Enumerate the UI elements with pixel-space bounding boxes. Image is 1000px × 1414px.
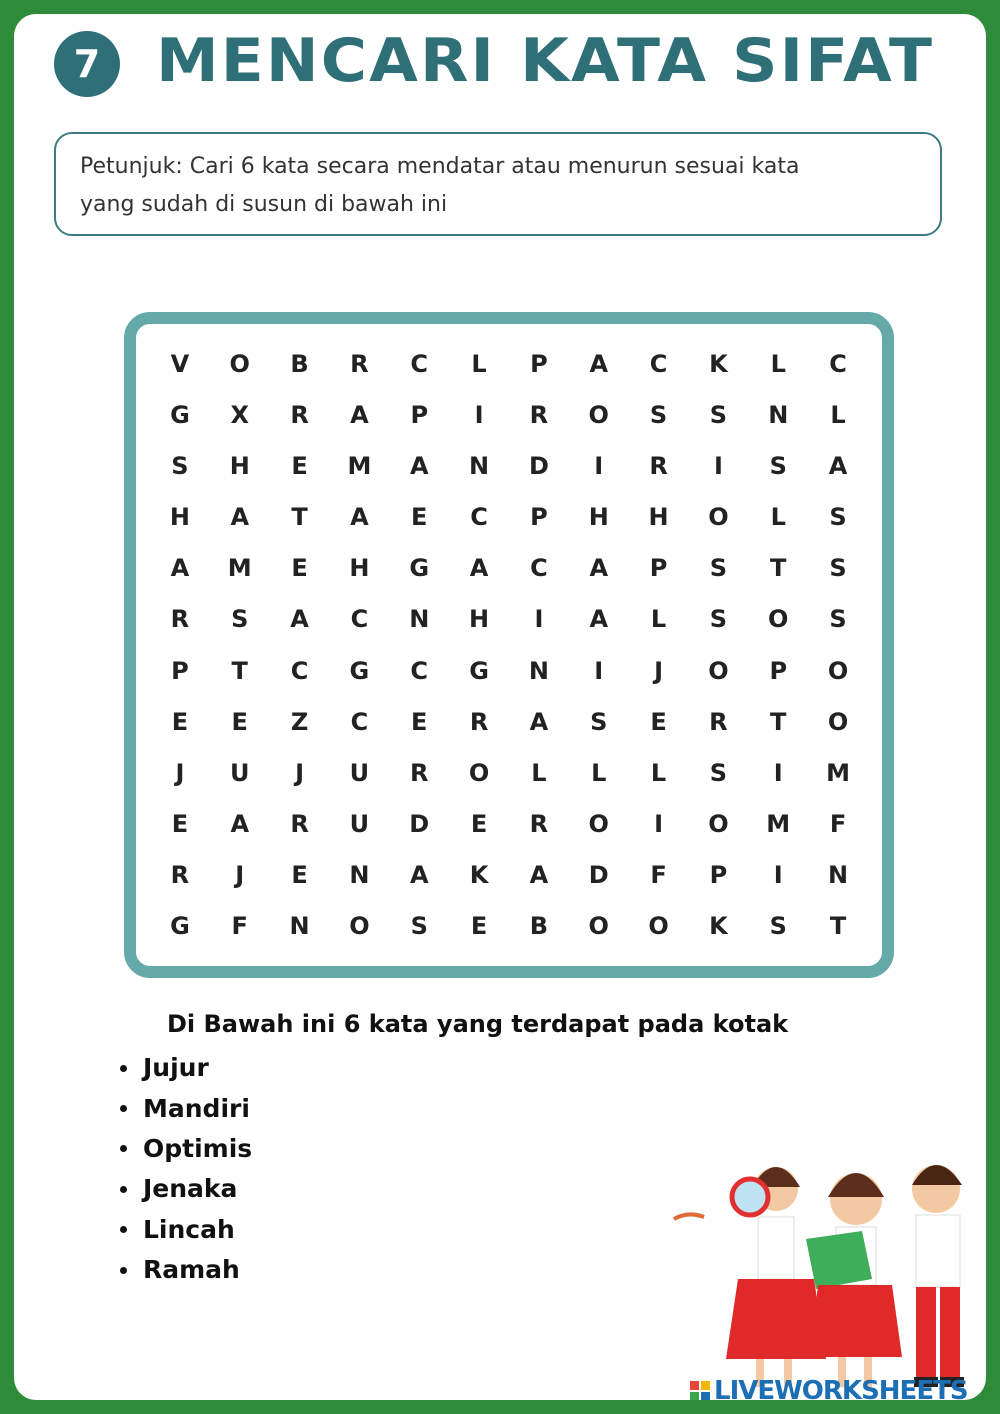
grid-letter[interactable]: D — [409, 810, 430, 839]
grid-letter[interactable]: P — [171, 656, 189, 685]
grid-letter[interactable]: P — [530, 349, 548, 378]
grid-letter[interactable]: A — [350, 503, 369, 532]
grid-letter[interactable]: S — [769, 451, 787, 480]
bullet-icon — [120, 1145, 127, 1152]
grid-letter[interactable]: C — [530, 554, 548, 583]
grid-letter[interactable]: O — [349, 912, 370, 941]
grid-letter[interactable]: O — [229, 349, 250, 378]
grid-letter[interactable]: I — [594, 451, 604, 480]
grid-letter[interactable]: L — [770, 503, 786, 532]
grid-letter[interactable]: C — [470, 503, 488, 532]
grid-letter[interactable]: B — [290, 349, 309, 378]
grid-letter[interactable]: A — [529, 707, 549, 736]
grid-letter[interactable]: G — [170, 912, 190, 941]
grid-letter[interactable]: T — [770, 707, 787, 736]
grid-letter[interactable]: I — [474, 400, 484, 429]
grid-letter[interactable]: T — [770, 554, 787, 583]
grid-letter[interactable]: R — [290, 810, 309, 839]
grid-letter[interactable]: N — [528, 656, 549, 685]
grid-letter[interactable]: O — [588, 912, 609, 941]
grid-letter[interactable]: P — [530, 503, 548, 532]
grid-letter[interactable]: S — [171, 451, 189, 480]
grid-letter[interactable]: P — [410, 400, 429, 429]
grid-letter[interactable]: U — [349, 758, 370, 787]
grid-letter[interactable]: G — [349, 656, 370, 685]
grid-letter[interactable]: S — [709, 605, 728, 634]
grid-letter[interactable]: S — [590, 707, 608, 736]
grid-letter[interactable]: A — [469, 554, 489, 583]
grid-letter[interactable]: S — [829, 554, 847, 583]
grid-letter[interactable]: H — [229, 451, 250, 480]
grid-letter[interactable]: R — [469, 707, 489, 736]
grid-letter[interactable]: I — [773, 758, 783, 787]
grid-letter[interactable]: H — [169, 503, 190, 532]
list-item: Jujur — [120, 1048, 252, 1088]
grid-letter[interactable]: G — [469, 656, 489, 685]
grid-letter[interactable]: N — [469, 451, 490, 480]
grid-letter[interactable]: A — [409, 451, 429, 480]
grid-letter[interactable]: I — [594, 656, 604, 685]
word-search-grid — [150, 338, 868, 952]
grid-letter[interactable]: U — [349, 810, 370, 839]
grid-letter[interactable]: P — [649, 554, 668, 583]
grid-letter[interactable]: T — [231, 656, 248, 685]
word-list — [120, 1048, 252, 1290]
grid-letter[interactable]: F — [829, 810, 847, 839]
grid-letter[interactable]: J — [235, 861, 245, 890]
grid-letter[interactable]: E — [171, 810, 189, 839]
grid-letter[interactable]: O — [827, 707, 849, 736]
grid-letter[interactable]: X — [230, 400, 249, 429]
bullet-icon — [120, 1267, 127, 1274]
grid-letter[interactable]: L — [770, 349, 786, 378]
grid-letter[interactable]: H — [588, 503, 609, 532]
grid-letter[interactable]: L — [830, 400, 846, 429]
grid-letter[interactable]: A — [350, 400, 369, 429]
list-item: Jenaka — [120, 1169, 252, 1209]
grid-letter[interactable]: A — [589, 349, 609, 378]
grid-letter[interactable]: A — [589, 605, 609, 634]
grid-letter[interactable]: C — [649, 349, 668, 378]
worksheet-page — [14, 14, 986, 1400]
grid-letter[interactable]: E — [291, 554, 308, 583]
grid-letter[interactable]: D — [528, 451, 549, 480]
grid-letter[interactable]: F — [650, 861, 667, 890]
list-item: Lincah — [120, 1210, 252, 1250]
grid-letter[interactable]: L — [471, 349, 487, 378]
grid-letter[interactable]: S — [769, 912, 787, 941]
grid-letter[interactable]: C — [829, 349, 847, 378]
grid-letter[interactable]: L — [650, 605, 667, 634]
grid-letter[interactable]: S — [231, 605, 249, 634]
grid-letter[interactable]: V — [170, 349, 190, 378]
grid-letter[interactable]: E — [411, 707, 428, 736]
grid-letter[interactable]: R — [709, 707, 728, 736]
list-item: Mandiri — [120, 1088, 252, 1128]
grid-letter[interactable]: E — [231, 707, 248, 736]
liveworksheets-logo-icon — [690, 1381, 710, 1400]
grid-letter[interactable]: C — [290, 656, 309, 685]
grid-letter[interactable]: O — [827, 656, 849, 685]
grid-letter[interactable]: R — [290, 400, 309, 429]
grid-letter[interactable]: O — [588, 400, 609, 429]
grid-letter[interactable]: C — [410, 656, 429, 685]
grid-letter[interactable]: E — [470, 912, 488, 941]
grid-letter[interactable]: R — [410, 758, 429, 787]
bullet-icon — [120, 1186, 127, 1193]
grid-letter[interactable]: H — [648, 503, 669, 532]
grid-letter[interactable]: N — [828, 861, 849, 890]
bullet-icon — [120, 1105, 127, 1112]
grid-letter[interactable]: M — [227, 554, 252, 583]
grid-letter[interactable]: N — [768, 400, 789, 429]
grid-letter[interactable]: T — [291, 503, 308, 532]
grid-letter[interactable]: D — [588, 861, 609, 890]
word-list-heading: Di Bawah ini 6 kata yang terdapat pada kotak — [167, 1010, 789, 1038]
grid-letter[interactable]: A — [529, 861, 549, 890]
grid-letter[interactable]: A — [230, 503, 250, 532]
grid-letter[interactable]: C — [410, 349, 429, 378]
grid-letter[interactable]: R — [649, 451, 668, 480]
grid-letter[interactable]: U — [229, 758, 250, 787]
grid-letter[interactable]: A — [589, 554, 609, 583]
grid-letter[interactable]: S — [410, 912, 428, 941]
grid-letter[interactable]: R — [170, 861, 190, 890]
grid-letter[interactable]: S — [709, 400, 728, 429]
grid-letter[interactable]: H — [349, 554, 370, 583]
grid-letter[interactable]: E — [291, 861, 308, 890]
grid-letter[interactable]: J — [175, 758, 185, 787]
grid-letter[interactable]: E — [470, 810, 488, 839]
grid-letter[interactable]: G — [409, 554, 430, 583]
grid-letter[interactable]: A — [170, 554, 190, 583]
grid-letter[interactable]: M — [347, 451, 372, 480]
grid-letter[interactable]: N — [409, 605, 430, 634]
grid-letter[interactable]: C — [350, 707, 369, 736]
instructions-box — [54, 132, 942, 236]
page-title: MENCARI KATA SIFAT — [156, 26, 935, 96]
grid-letter[interactable]: O — [708, 656, 729, 685]
grid-letter[interactable]: A — [230, 810, 250, 839]
bullet-icon — [120, 1065, 127, 1072]
grid-letter[interactable]: T — [829, 912, 847, 941]
grid-letter[interactable]: E — [650, 707, 667, 736]
word-search-box — [124, 312, 894, 978]
grid-letter[interactable]: O — [708, 810, 729, 839]
instructions-line-2: yang sudah di susun di bawah ini — [80, 192, 448, 217]
grid-letter[interactable]: H — [469, 605, 490, 634]
grid-letter[interactable]: K — [469, 861, 489, 890]
grid-letter[interactable]: A — [409, 861, 429, 890]
grid-letter[interactable]: S — [709, 554, 728, 583]
grid-letter[interactable]: E — [171, 707, 189, 736]
grid-letter[interactable]: L — [591, 758, 607, 787]
grid-letter[interactable]: S — [709, 758, 728, 787]
grid-letter[interactable]: G — [170, 400, 190, 429]
grid-letter[interactable]: J — [295, 758, 305, 787]
grid-letter[interactable]: B — [529, 912, 549, 941]
students-illustration — [666, 1139, 986, 1399]
grid-letter[interactable]: N — [289, 912, 310, 941]
grid-letter[interactable]: C — [350, 605, 369, 634]
grid-letter[interactable]: I — [773, 861, 783, 890]
grid-letter[interactable]: R — [529, 810, 549, 839]
grid-letter[interactable]: F — [231, 912, 248, 941]
grid-letter[interactable]: A — [290, 605, 309, 634]
liveworksheets-watermark: LIVEWORKSHEETS — [690, 1376, 968, 1400]
grid-letter[interactable]: M — [766, 810, 791, 839]
grid-letter[interactable]: O — [588, 810, 609, 839]
grid-letter[interactable]: R — [170, 605, 190, 634]
grid-letter[interactable]: I — [534, 605, 544, 634]
grid-letter[interactable]: I — [654, 810, 664, 839]
grid-letter[interactable]: R — [529, 400, 549, 429]
grid-letter[interactable]: P — [769, 656, 788, 685]
grid-letter[interactable]: K — [709, 349, 728, 378]
grid-letter[interactable]: O — [708, 503, 729, 532]
grid-letter[interactable]: P — [709, 861, 728, 890]
grid-letter[interactable]: N — [349, 861, 370, 890]
grid-letter[interactable]: M — [826, 758, 851, 787]
grid-letter[interactable]: E — [291, 451, 308, 480]
bullet-icon — [120, 1226, 127, 1233]
grid-letter[interactable]: L — [650, 758, 667, 787]
list-item: Ramah — [120, 1250, 252, 1290]
instructions-line-1: Petunjuk: Cari 6 kata secara mendatar atau menurun sesuai kata — [80, 154, 800, 179]
grid-letter[interactable]: S — [829, 605, 847, 634]
grid-letter[interactable]: L — [531, 758, 547, 787]
grid-letter[interactable]: O — [468, 758, 490, 787]
grid-letter[interactable]: S — [649, 400, 668, 429]
grid-letter[interactable]: O — [768, 605, 789, 634]
grid-letter[interactable]: E — [411, 503, 428, 532]
grid-letter[interactable]: O — [648, 912, 669, 941]
grid-letter[interactable]: A — [828, 451, 848, 480]
grid-letter[interactable]: R — [350, 349, 369, 378]
grid-letter[interactable]: Z — [290, 707, 309, 736]
grid-letter[interactable]: J — [654, 656, 664, 685]
list-item: Optimis — [120, 1129, 252, 1169]
grid-letter[interactable]: I — [713, 451, 723, 480]
grid-letter[interactable]: K — [709, 912, 728, 941]
exercise-number-badge: 7 — [54, 31, 120, 97]
grid-letter[interactable]: S — [829, 503, 847, 532]
